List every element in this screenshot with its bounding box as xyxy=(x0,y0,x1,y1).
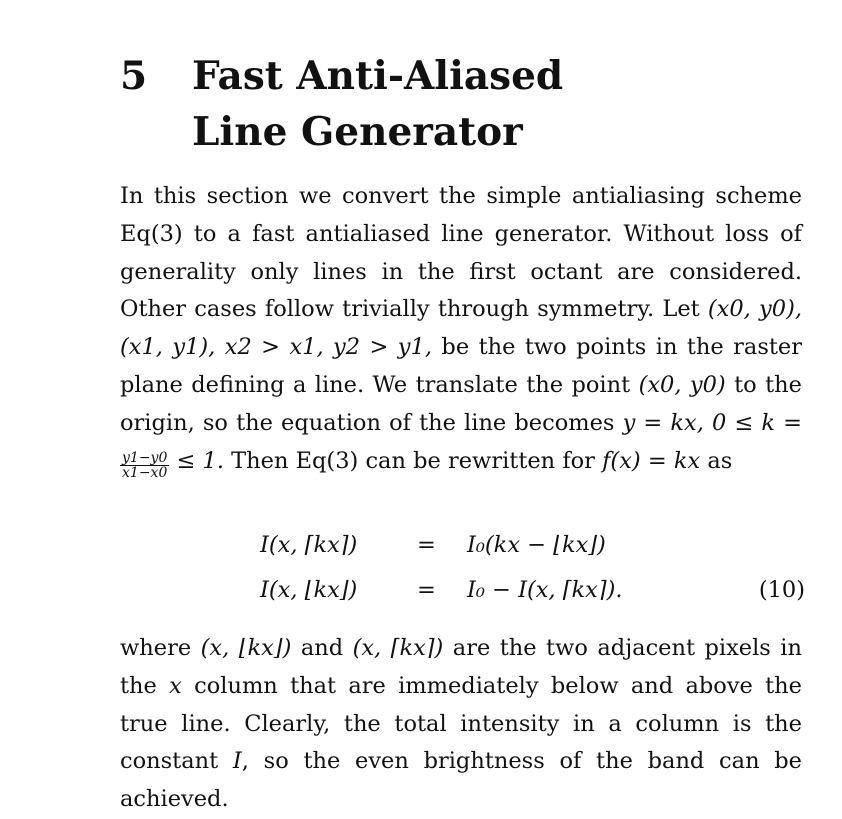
equation-relation: = xyxy=(417,532,436,558)
math-inline: I xyxy=(232,748,242,775)
fraction xyxy=(120,451,169,480)
equation-rhs: I₀(kx − ⌊kx⌋) xyxy=(467,532,606,558)
math-inline: y = kx, 0 ≤ k = xyxy=(622,409,803,436)
equation-lhs: I(x, ⌈kx⌉) xyxy=(260,532,358,558)
fraction-numerator: y1−y0 xyxy=(122,449,168,466)
math-inline: (x, ⌈kx⌉) xyxy=(352,635,444,661)
equation-lhs: I(x, ⌊kx⌋) xyxy=(260,577,358,603)
fraction-denominator: x1−x0 xyxy=(122,464,168,481)
math-inline: (x, ⌊kx⌋) xyxy=(200,635,292,661)
text-run: as xyxy=(700,447,733,474)
section-title: Fast Anti-Aliased Line Generator xyxy=(192,53,564,155)
section-number: 5 xyxy=(120,53,148,99)
body-paragraph-1 xyxy=(120,178,802,480)
text-run: Then Eq(3) can be rewritten for xyxy=(224,447,603,474)
equation-rhs: I₀ − I(x, ⌈kx⌉). xyxy=(467,577,623,603)
equation-line-2 xyxy=(260,577,805,615)
math-inline: x xyxy=(169,672,182,699)
text-run: and xyxy=(291,635,353,661)
math-inline: f(x) = kx xyxy=(602,447,701,474)
text-run: column that are immediately below and above the true line. Clearly, the total intensity in a column is the constant xyxy=(120,672,802,775)
math-inline: (x0, y0) xyxy=(638,371,726,398)
text-run: In this section we convert the simple antialiasing scheme Eq(3) to a fast antialiased line generator. Without loss of generality only lines in the first octant are considered. Other cases follow trivially through symmetry. Let xyxy=(120,183,802,323)
text-run: where xyxy=(120,635,201,661)
equation-relation: = xyxy=(417,577,436,603)
section-heading xyxy=(120,48,720,160)
text-run: , so the even brightness of the band can be achieved. xyxy=(120,748,802,813)
equation-number: (10) xyxy=(758,577,805,603)
math-inline: (x0, y0), (x1, y1), x2 > x1, y2 > y1, xyxy=(120,296,802,361)
text-run: be the two points in the raster plane defining a line. We translate the point xyxy=(120,334,802,398)
body-paragraph-2 xyxy=(120,630,802,819)
text-run: to the origin, so the equation of the line becomes xyxy=(120,371,802,436)
math-inline: ≤ 1. xyxy=(169,447,224,474)
equation-line-1 xyxy=(260,532,805,570)
text-run: are the two adjacent pixels in the xyxy=(120,635,802,699)
